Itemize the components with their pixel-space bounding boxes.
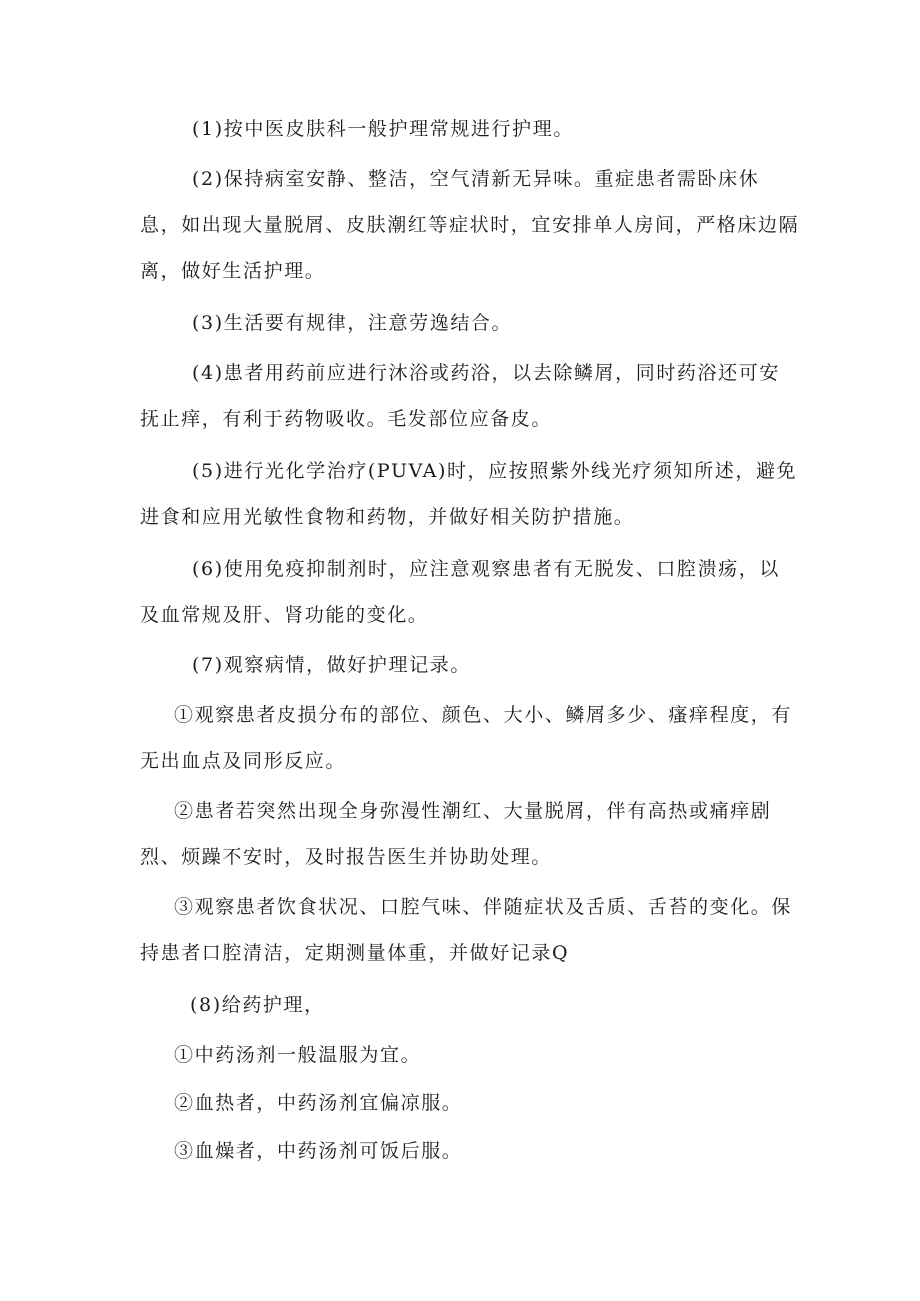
paragraph-7-item-3: ③观察患者饮食状况、口腔气味、伴随症状及舌质、舌苔的变化。保持患者口腔清洁，定期测量体重，并做好记录Q: [140, 896, 793, 964]
paragraph-3: (3)生活要有规律，注意劳逸结合。: [192, 312, 513, 334]
paragraph-5: (5)进行光化学治疗(PUVA)时，应按照紫外线光疗须知所述，避免进食和应用光敏性食物和药物，并做好相关防护措施。: [140, 460, 798, 528]
paragraph-8-item-1: ①中药汤剂一般温服为宜。: [174, 1044, 422, 1066]
paragraph-1: (1)按中医皮肤科一般护理常规进行护理。: [192, 118, 574, 140]
paragraph-6: (6)使用免疫抑制剂时，应注意观察患者有无脱发、口腔溃疡，以及血常规及肝、肾功能的变化。: [140, 558, 780, 626]
paragraph-2: (2)保持病室安静、整洁，空气清新无异味。重症患者需卧床休息，如出现大量脱屑、皮肤潮红等症状时，宜安排单人房间，严格床边隔离，做好生活护理。: [140, 168, 800, 282]
paragraph-8-item-3: ③血燥者，中药汤剂可饭后服。: [174, 1140, 463, 1162]
paragraph-7-item-2: ②患者若突然出现全身弥漫性潮红、大量脱屑，伴有高热或痛痒剧烈、烦躁不安时，及时报告医生并协助处理。: [140, 800, 772, 868]
paragraph-8: (8)给药护理，: [190, 994, 325, 1016]
paragraph-7-item-1: ①观察患者皮损分布的部位、颜色、大小、鳞屑多少、瘙痒程度，有无出血点及同形反应。: [140, 704, 793, 772]
paragraph-8-item-2: ②血热者，中药汤剂宜偏凉服。: [174, 1092, 463, 1114]
paragraph-7: (7)观察病情，做好护理记录。: [192, 654, 471, 676]
paragraph-4: (4)患者用药前应进行沐浴或药浴，以去除鳞屑，同时药浴还可安抚止痒，有利于药物吸收。毛发部位应备皮。: [140, 362, 780, 430]
